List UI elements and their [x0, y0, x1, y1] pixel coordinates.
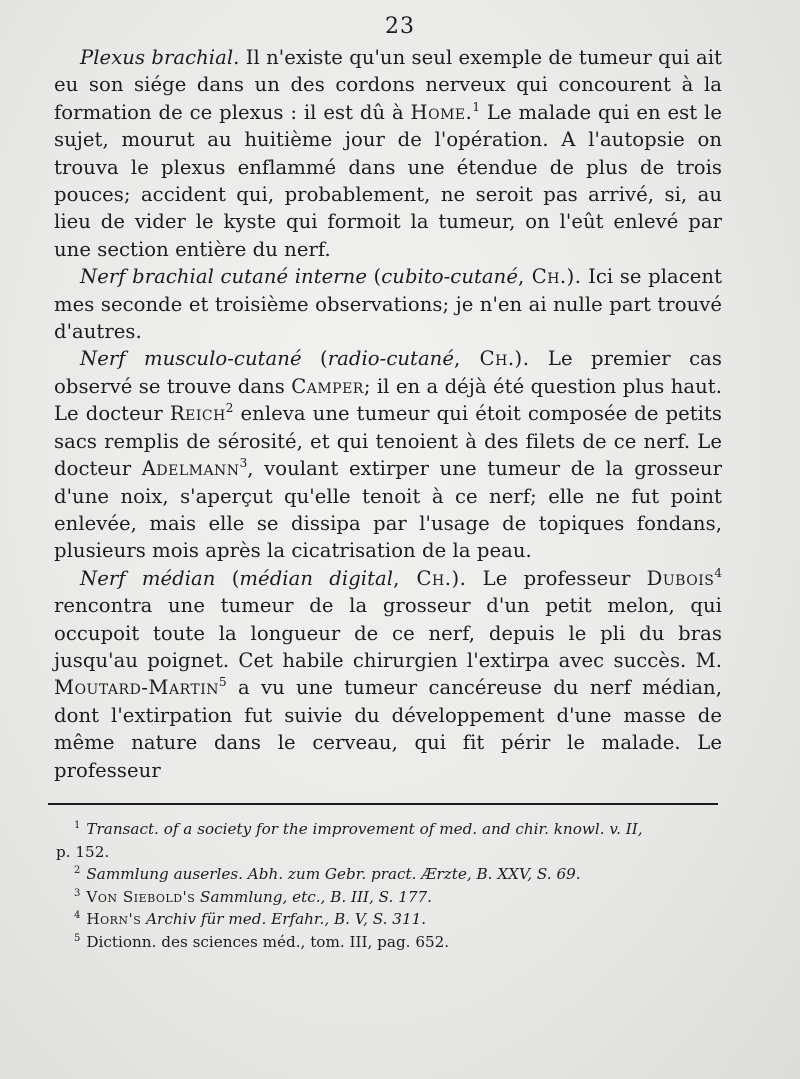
footnote — [56, 931, 724, 954]
footnote-ref: 4 — [714, 565, 723, 580]
footnote — [56, 863, 724, 886]
chaussier-ref: , Ch.). — [393, 566, 467, 590]
paragraph-nerf-brachial-cutane — [54, 263, 722, 345]
chaussier-ref: , Ch.). — [517, 265, 582, 289]
paragraph-text: Le malade qui en est le sujet, mourut au huitième jour de l'opération. A l'autopsie on trouva le plexus enflammé dans une étendue de plus de trois pouces; accident qui, probablement, ne seroit pas arrivé, si, au lieu de vider le kyste qui formoit la tumeur, on l'eût enlevé par une section entière du nerf. — [54, 100, 722, 261]
footnotes — [56, 818, 724, 954]
footnote — [56, 908, 724, 931]
paragraph-text: rencontra une tumeur de la grosseur d'un petit melon, qui occupoit toute la longueur de ce nerf, depuis le pli du bras jusqu'au poignet. Cet habile chirurgien l'extirpa avec succès. M. — [54, 594, 722, 672]
alt-name: médian digital — [239, 566, 394, 590]
footnote — [56, 818, 724, 863]
footnote-number: 1 — [74, 820, 81, 831]
section-lead: Nerf musculo-cutané — [80, 347, 302, 371]
section-lead: Nerf brachial cutané interne — [80, 265, 367, 289]
paren-open: ( — [215, 566, 240, 590]
paragraph-text: Le professeur — [466, 566, 647, 590]
footnote-ref: 3 — [239, 456, 248, 471]
paragraph-text: a vu une tumeur cancéreuse du nerf médian, dont l'extirpation fut suivie du développement d'une masse de même nature dans le cerveau, qui fit périr le malade. Le professeur — [54, 676, 722, 782]
author-name: Moutard-Martin — [54, 676, 219, 700]
footnote-text: Archiv für med. Erfahr., B. V, S. 311. — [141, 910, 427, 929]
paragraph-plexus-brachial — [54, 44, 722, 263]
page-number: 23 — [385, 14, 415, 39]
author-name: Reich — [169, 402, 226, 426]
paren-open: ( — [301, 347, 328, 371]
footnote-number: 5 — [74, 932, 81, 944]
body-text — [54, 44, 722, 784]
footnote-number: 4 — [74, 910, 81, 922]
author-name: Adelmann — [141, 457, 240, 481]
footnote-ref: 1 — [472, 99, 481, 114]
author-name: Dubois — [646, 566, 715, 590]
footnote-author: Horn's — [86, 910, 142, 929]
footnote-number: 3 — [74, 887, 81, 899]
footnote — [56, 886, 724, 909]
paragraph-text: ; il en a déjà été question plus haut. Le docteur — [54, 374, 722, 426]
footnote-text: Transact. of a society for the improvement of med. and chir. knowl. v. II, — [86, 820, 643, 838]
chaussier-ref: , Ch.). — [454, 347, 530, 371]
alt-name: cubito-cutané — [381, 265, 518, 289]
footnote-divider — [48, 803, 718, 805]
section-lead: Plexus brachial. — [80, 46, 240, 69]
paren-open: ( — [367, 265, 382, 289]
author-name: Home. — [410, 100, 473, 124]
footnote-ref: 2 — [225, 401, 234, 416]
footnote-continuation: p. 152. — [56, 842, 110, 861]
paragraph-nerf-median — [54, 565, 722, 784]
author-name: Camper — [291, 374, 364, 398]
paragraph-text: , voulant extirper une tumeur de la grosseur d'une noix, s'aperçut qu'elle tenoit à ce nerf; elle ne fut point enlevée, mais elle se dissipa par l'usage de topiques fondans, plusieurs mois après la cicatrisation de la peau. — [54, 457, 722, 563]
footnote-text: Sammlung, etc., B. III, S. 177. — [195, 887, 433, 906]
paragraph-nerf-musculo-cutane — [54, 345, 722, 564]
section-lead: Nerf médian — [80, 566, 216, 590]
footnote-text: Dictionn. des sciences méd., tom. III, pag. 652. — [86, 932, 450, 951]
paragraph-text: Ici se placent mes seconde et troisième observations; je n'en ai nulle part trouvé d'autres. — [54, 265, 722, 344]
footnote-ref: 5 — [219, 675, 227, 690]
alt-name: radio-cutané — [327, 347, 454, 371]
footnote-author: Von Siebold's — [86, 887, 196, 906]
footnote-number: 2 — [74, 865, 81, 877]
paragraph-text: enleva une tumeur qui étoit composée de petits sacs remplis de sérosité, et qui tenoient à des filets de ce nerf. Le docteur — [54, 402, 722, 481]
footnote-text: Sammlung auserles. Abh. zum Gebr. pract. Ærzte, B. XXV, S. 69. — [86, 865, 581, 884]
paragraph-text: Il n'existe qu'un seul exemple de tumeur qui ait eu son siége dans un des cordons nerveux qui concourent à la formation de ce plexus : il est dû à — [54, 46, 722, 124]
paragraph-text: Le premier cas observé se trouve dans — [54, 347, 722, 398]
